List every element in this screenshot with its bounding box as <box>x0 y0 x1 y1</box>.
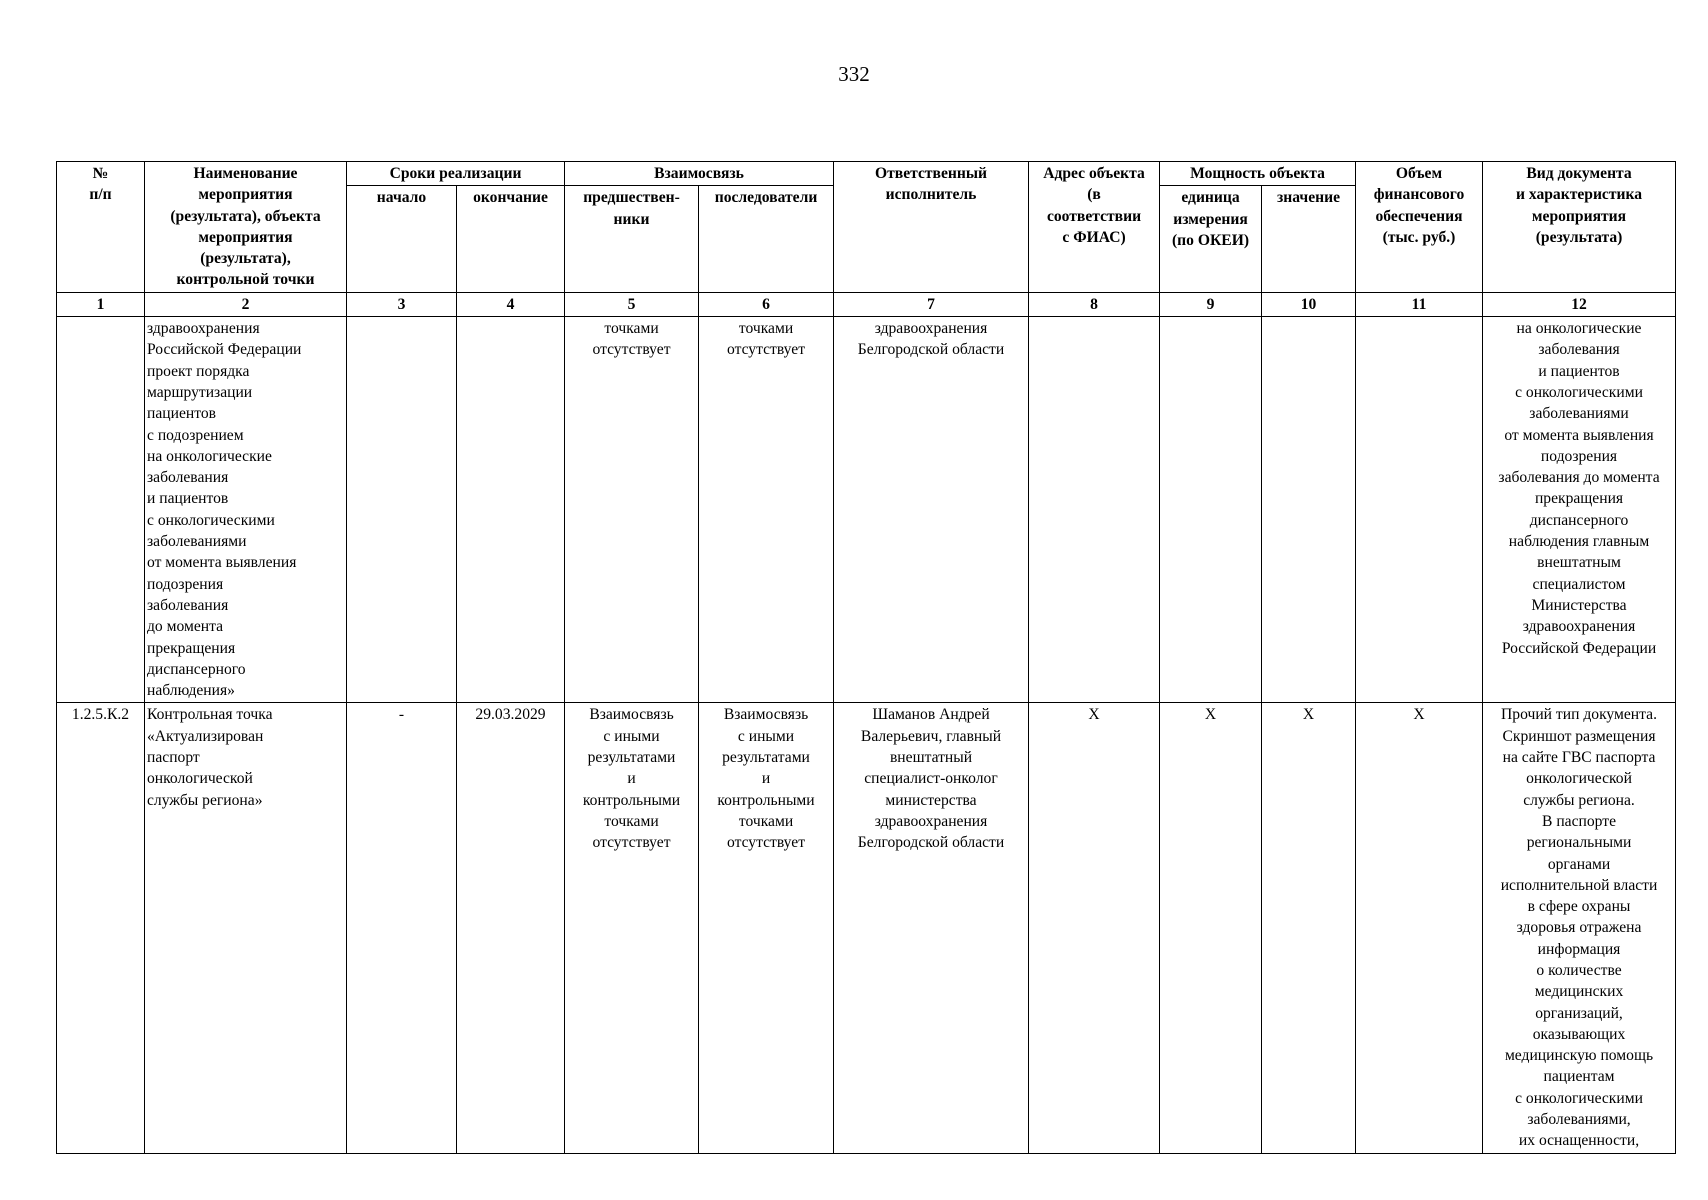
column-number: 7 <box>834 292 1029 316</box>
column-number: 2 <box>145 292 347 316</box>
header-address: Адрес объекта (в соответствии с ФИАС) <box>1029 162 1160 293</box>
header-finance: Объем финансового обеспечения (тыс. руб.) <box>1356 162 1483 293</box>
column-number: 3 <box>347 292 457 316</box>
table-row <box>57 703 1676 1153</box>
responsible-cell: Шаманов Андрей Валерьевич, главный внештатный специалист-онколог министерства здравоохранения Белгородской области <box>834 703 1029 1153</box>
start-cell: - <box>347 703 457 1153</box>
measure-name-cell: здравоохранения Российской Федерации проект порядка маршрутизации пациентов с подозрением на онкологические заболевания и пациентов с онкологическими заболеваниями от момента выявления подозрения заболевания до момента прекращения диспансерного наблюдения» <box>145 317 347 703</box>
column-number: 10 <box>1262 292 1356 316</box>
table-row <box>57 317 1676 703</box>
header-implementation-terms: Сроки реализации <box>347 162 565 186</box>
column-number: 12 <box>1483 292 1676 316</box>
header-relationship: Взаимосвязь <box>565 162 834 186</box>
value-cell <box>1262 317 1356 703</box>
header-start: начало <box>347 186 457 292</box>
column-number: 1 <box>57 292 145 316</box>
column-number: 9 <box>1160 292 1262 316</box>
unit-cell <box>1160 317 1262 703</box>
end-cell <box>457 317 565 703</box>
unit-cell: X <box>1160 703 1262 1153</box>
successors-cell: точками отсутствует <box>699 317 834 703</box>
header-document: Вид документа и характеристика мероприятия (результата) <box>1483 162 1676 293</box>
measures-table <box>56 161 1676 1154</box>
value-cell: X <box>1262 703 1356 1153</box>
header-unit: единица измерения (по ОКЕИ) <box>1160 186 1262 292</box>
header-value: значение <box>1262 186 1356 292</box>
finance-cell <box>1356 317 1483 703</box>
page-number: 332 <box>838 62 870 86</box>
header-responsible: Ответственный исполнитель <box>834 162 1029 293</box>
finance-cell: X <box>1356 703 1483 1153</box>
document-cell: Прочий тип документа. Скриншот размещения на сайте ГВС паспорта онкологической службы региона. В паспорте региональными органами исполнительной власти в сфере охраны здоровья отражена информация о количестве медицинских организаций, оказывающих медицинскую помощь пациентам с онкологическими заболеваниями, их оснащенности, <box>1483 703 1676 1153</box>
column-number: 8 <box>1029 292 1160 316</box>
measure-name-cell: Контрольная точка «Актуализирован паспорт онкологической службы региона» <box>145 703 347 1153</box>
end-cell: 29.03.2029 <box>457 703 565 1153</box>
column-number: 4 <box>457 292 565 316</box>
document-cell: на онкологические заболевания и пациентов с онкологическими заболеваниями от момента выявления подозрения заболевания до момента прекращения диспансерного наблюдения главным внештатным специалистом Министерства здравоохранения Российской Федерации <box>1483 317 1676 703</box>
header-row-number: № п/п <box>57 162 145 293</box>
header-end: окончание <box>457 186 565 292</box>
predecessors-cell: точками отсутствует <box>565 317 699 703</box>
start-cell <box>347 317 457 703</box>
address-cell <box>1029 317 1160 703</box>
header-measure-name: Наименование мероприятия (результата), объекта мероприятия (результата), контрольной точки <box>145 162 347 293</box>
column-number: 5 <box>565 292 699 316</box>
successors-cell: Взаимосвязь с иными результатами и контрольными точками отсутствует <box>699 703 834 1153</box>
responsible-cell: здравоохранения Белгородской области <box>834 317 1029 703</box>
address-cell: X <box>1029 703 1160 1153</box>
column-number: 11 <box>1356 292 1483 316</box>
header-predecessors: предшествен- ники <box>565 186 699 292</box>
header-capacity: Мощность объекта <box>1160 162 1356 186</box>
row-number-cell: 1.2.5.К.2 <box>57 703 145 1153</box>
predecessors-cell: Взаимосвязь с иными результатами и контрольными точками отсутствует <box>565 703 699 1153</box>
row-number-cell <box>57 317 145 703</box>
column-number: 6 <box>699 292 834 316</box>
header-successors: последователи <box>699 186 834 292</box>
